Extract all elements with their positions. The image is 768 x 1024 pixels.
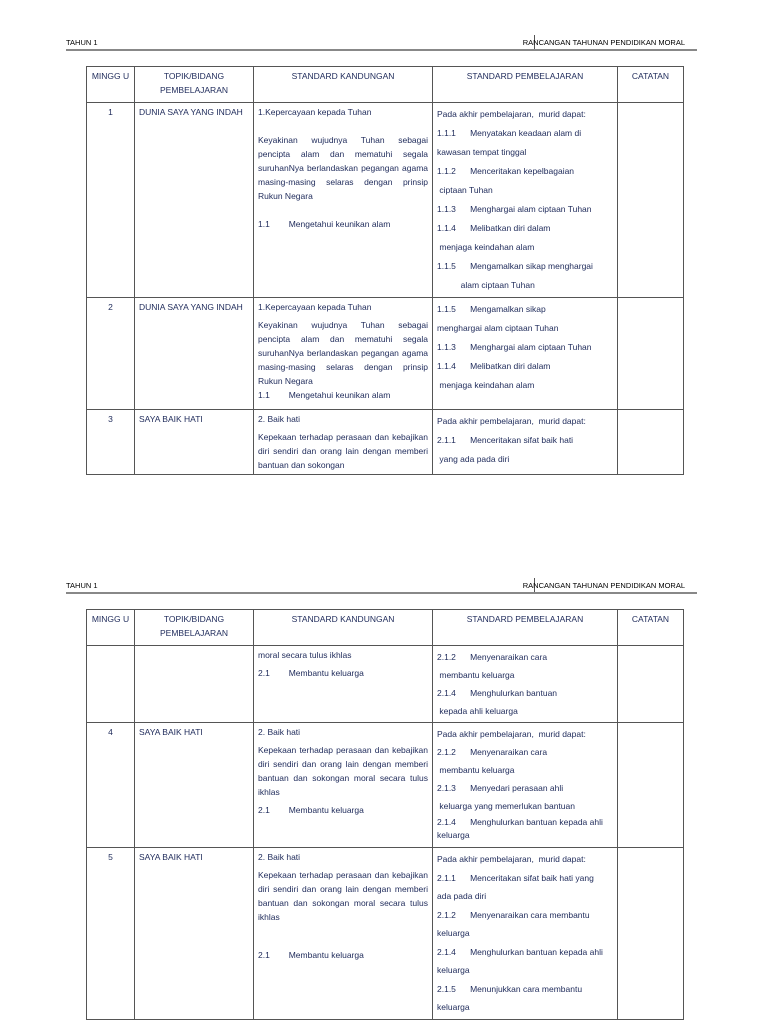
header-left: TAHUN 1 [66,581,98,590]
sp-line: 1.1.5 Mengamalkan sikap menghargai [437,261,593,271]
sk-title: 2. Baik hati [258,727,301,737]
sk-cell [254,848,433,1020]
sp-line: keluarga yang memerlukan bantuan [437,801,575,811]
sp-line: 1.1.3 Menghargai alam ciptaan Tuhan [437,204,592,214]
col-header-sp: STANDARD PEMBELAJARAN [433,67,618,103]
sp-line: 1.1.2 Menceritakan kepelbagaian [437,166,575,176]
col-header-topik: TOPIK/BIDANG PEMBELAJARAN [135,67,254,103]
topic-cell: SAYA BAIK HATI [135,410,254,475]
sp-line: kawasan tempat tinggal [437,147,527,157]
sk-cell [254,298,433,410]
sk-cell [254,410,433,475]
sp-cell [433,848,618,1020]
col-header-sp: STANDARD PEMBELAJARAN [433,610,618,646]
table-row [87,848,684,1020]
sk-desc: Kepekaan terhadap perasaan dan kebajikan diri sendiri dan orang lain dengan memberi bantuan dan sokongan [258,432,428,470]
sk-cell [254,103,433,298]
table-row [87,646,684,723]
sk-sub: 1.1 Mengetahui keunikan alam [258,219,391,229]
week-cell: 4 [87,723,135,848]
sk-cell [254,646,433,723]
sp-cell [433,410,618,475]
sp-cell [433,103,618,298]
table-header-row [87,67,684,103]
col-header-minggu: MINGG U [87,610,135,646]
sp-line: 1.1.5 Mengamalkan sikap [437,304,546,314]
table-row [87,298,684,410]
col-header-catatan: CATATAN [618,67,684,103]
sk-desc: Kepekaan terhadap perasaan dan kebajikan diri sendiri dan orang lain dengan memberi bantuan dan sokongan moral secara tulus ikhlas [258,745,428,797]
sk-title: 1.Kepercayaan kepada Tuhan [258,107,372,117]
sk-title: 2. Baik hati [258,852,301,862]
sk-title: moral secara tulus ikhlas [258,650,352,660]
sk-sub: 2.1 Membantu keluarga [258,950,364,960]
topic-cell: DUNIA SAYA YANG INDAH [135,298,254,410]
header-rule [66,49,697,51]
sk-cell [254,723,433,848]
sp-line: 1.1.4 Melibatkan diri dalam [437,223,551,233]
catatan-cell [618,848,684,1020]
sp-line: yang ada pada diri [437,454,510,464]
sp-cell [433,646,618,723]
page-header-2 [66,576,697,596]
topic-cell [135,646,254,723]
sp-line: 2.1.2 Menyenaraikan cara membantu [437,909,590,920]
sp-line: 2.1.3 Menyedari perasaan ahli [437,783,564,793]
col-header-topik: TOPIK/BIDANG PEMBELAJARAN [135,610,254,646]
sk-title: 1.Kepercayaan kepada Tuhan [258,302,372,312]
sp-line: keluarga [437,928,470,938]
table-row [87,723,684,848]
sp-line: membantu keluarga [437,670,515,680]
sp-line: 1.1.4 Melibatkan diri dalam [437,361,551,371]
sp-line: 2.1.2 Menyenaraikan cara [437,747,548,757]
col-header-minggu: MINGG U [87,67,135,103]
plan-table-1 [86,66,684,475]
week-cell: 3 [87,410,135,475]
sp-line: 1.1.1 Menyatakan keadaan alam di [437,128,582,138]
sk-desc: Kepekaan terhadap perasaan dan kebajikan diri sendiri dan orang lain dengan memberi bantuan dan sokongan moral secara tulus ikhlas [258,870,428,922]
sp-cell [433,298,618,410]
sp-line: 2.1.5 Menunjukkan cara membantu [437,983,583,994]
week-cell [87,646,135,723]
sp-line: menghargai alam ciptaan Tuhan [437,323,559,333]
sp-line: 2.1.4 Menghulurkan bantuan kepada ahli [437,817,603,827]
col-header-catatan: CATATAN [618,610,684,646]
sk-desc: Keyakinan wujudnya Tuhan sebagai pencipta alam dan mematuhi segala suruhanNya berlandaskan pegangan agama masing-masing selaras dengan prinsip Rukun Negara [258,135,428,201]
sp-line: keluarga [437,965,470,975]
sp-line: Pada akhir pembelajaran, murid dapat: [437,109,586,119]
col-header-sk: STANDARD KANDUNGAN [254,610,433,646]
sp-line: keluarga [437,1002,470,1012]
sk-sub: 2.1 Membantu keluarga [258,668,364,678]
catatan-cell [618,103,684,298]
sk-desc: Keyakinan wujudnya Tuhan sebagai pencipta alam dan mematuhi segala suruhanNya berlandaskan pegangan agama masing-masing selaras dengan prinsip Rukun Negara [258,320,428,386]
header-left: TAHUN 1 [66,38,98,47]
catatan-cell [618,646,684,723]
table-row [87,410,684,475]
header-right: RANCANGAN TAHUNAN PENDIDIKAN MORAL [522,38,685,47]
col-header-sk: STANDARD KANDUNGAN [254,67,433,103]
week-cell: 2 [87,298,135,410]
topic-cell: SAYA BAIK HATI [135,723,254,848]
sp-line: 2.1.4 Menghulurkan bantuan [437,688,558,698]
table-header-row [87,610,684,646]
sp-line: Pada akhir pembelajaran, murid dapat: [437,854,586,864]
table-row [87,103,684,298]
topic-cell: DUNIA SAYA YANG INDAH [135,103,254,298]
sp-line: ciptaan Tuhan [437,185,493,195]
sp-line: Pada akhir pembelajaran, murid dapat: [437,729,586,739]
sp-line: Pada akhir pembelajaran, murid dapat: [437,416,586,426]
header-rule [66,592,697,594]
page-header-1 [66,33,697,53]
sp-line: alam ciptaan Tuhan [437,280,535,290]
sp-line: 2.1.2 Menyenaraikan cara [437,652,548,662]
sp-line: 2.1.1 Menceritakan sifat baik hati [437,435,574,445]
sp-line: menjaga keindahan alam [437,242,535,252]
topic-cell: SAYA BAIK HATI [135,848,254,1020]
week-cell: 1 [87,103,135,298]
sp-line: ada pada diri [437,891,487,901]
catatan-cell [618,723,684,848]
sk-sub: 2.1 Membantu keluarga [258,805,364,815]
sp-cell [433,723,618,848]
sp-line: membantu keluarga [437,765,515,775]
catatan-cell [618,410,684,475]
catatan-cell [618,298,684,410]
sp-line: menjaga keindahan alam [437,380,535,390]
plan-table-2 [86,609,684,1020]
sk-title: 2. Baik hati [258,414,301,424]
header-right: RANCANGAN TAHUNAN PENDIDIKAN MORAL [522,581,685,590]
sp-line: kepada ahli keluarga [437,706,518,716]
sp-line: 2.1.1 Menceritakan sifat baik hati yang [437,872,594,883]
sk-sub: 1.1 Mengetahui keunikan alam [258,390,391,400]
sp-line: 2.1.4 Menghulurkan bantuan kepada ahli [437,946,603,957]
sp-line: 1.1.3 Menghargai alam ciptaan Tuhan [437,342,592,352]
week-cell: 5 [87,848,135,1020]
sp-line: keluarga [437,830,470,840]
